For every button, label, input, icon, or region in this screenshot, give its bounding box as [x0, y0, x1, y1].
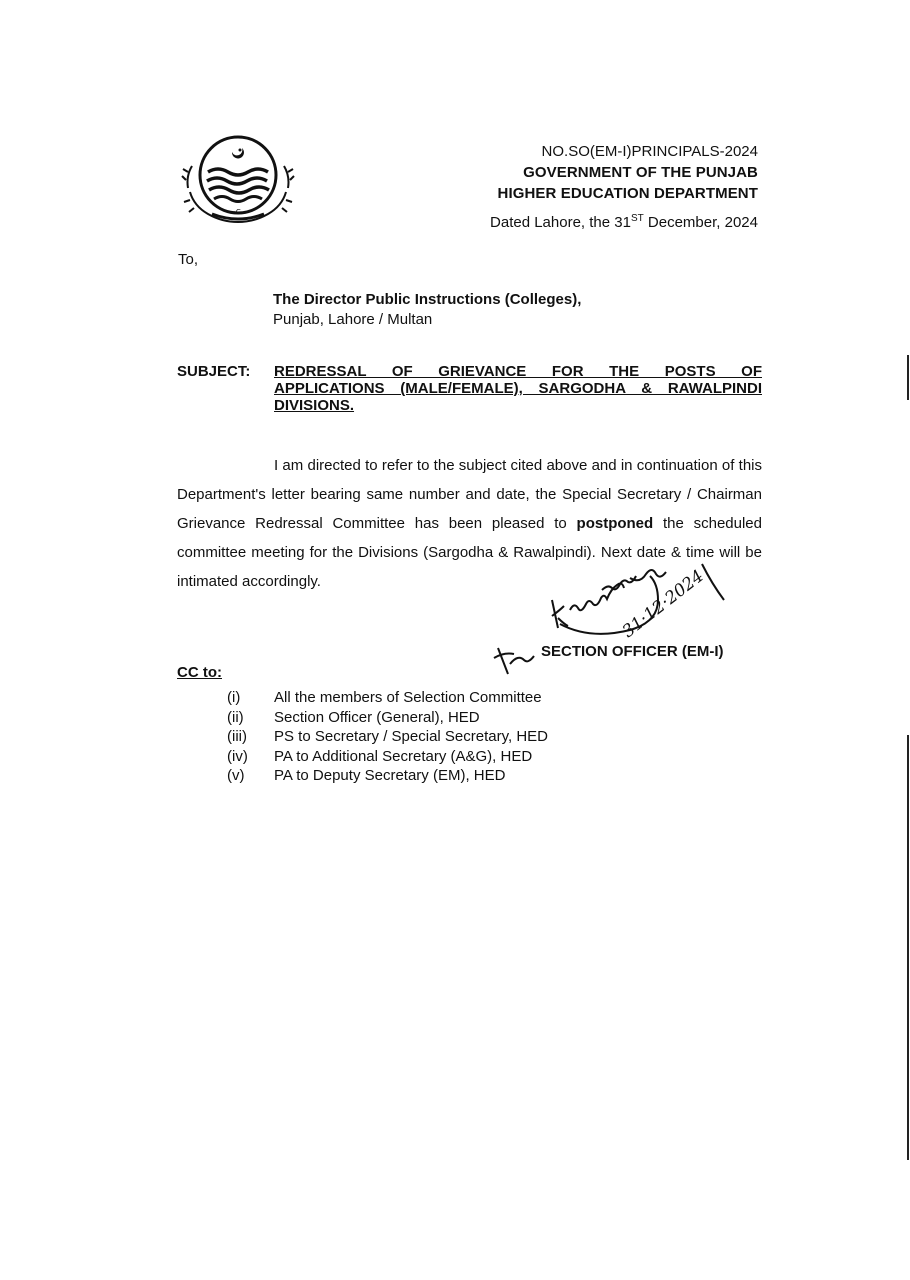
- handwritten-signature: [540, 560, 730, 645]
- svg-text:~C-~: ~C-~: [230, 208, 250, 216]
- cc-item-text: Section Officer (General), HED: [274, 708, 480, 726]
- cc-item-number: (iv): [227, 747, 248, 765]
- cc-item: [227, 708, 548, 728]
- addressee-title: The Director Public Instructions (Colleges),: [273, 291, 582, 308]
- government-name: GOVERNMENT OF THE PUNJAB: [523, 164, 758, 181]
- cc-label: CC to:: [177, 664, 222, 681]
- handwritten-initial: [490, 640, 540, 680]
- body-paragraph: I am directed to refer to the subject cited above and in continuation of this Department's letter bearing same number and date, the Special Secretary / Chairman Grievance Redressal Committee has been pleased to postponed the scheduled committee meeting for the Divisions (Sargodha & Rawalpindi). Next date & time will be intimated accordingly.: [177, 457, 762, 590]
- addressee-block: [273, 290, 581, 330]
- scan-edge-mark: [907, 735, 909, 1160]
- to-label: To,: [178, 251, 199, 268]
- emphasis-word: postponed: [576, 515, 654, 532]
- addressee-location: Punjab, Lahore / Multan: [273, 311, 433, 328]
- cc-list: [227, 688, 548, 786]
- date-line: Dated Lahore, the 31ST December, 2024: [490, 213, 758, 231]
- cc-item-text: PA to Deputy Secretary (EM), HED: [274, 767, 506, 784]
- cc-item-number: (iii): [227, 728, 247, 745]
- cc-item: [227, 747, 548, 767]
- punjab-emblem-icon: [180, 130, 300, 230]
- cc-item-text: PA to Additional Secretary (A&G), HED: [274, 747, 533, 765]
- scan-edge-mark: [907, 355, 909, 400]
- reference-number: NO.SO(EM-I)PRINCIPALS-2024: [541, 143, 758, 160]
- subject-text: REDRESSAL OF GRIEVANCE FOR THE POSTS OF APPLICATIONS (MALE/FEMALE), SARGODHA & RAWALPINDI DIVISIONS.: [274, 363, 762, 414]
- cc-item-number: (i): [227, 689, 241, 706]
- cc-item-text: PS to Secretary / Special Secretary, HED: [274, 728, 548, 745]
- cc-item: [227, 727, 548, 747]
- cc-item-number: (ii): [227, 708, 244, 726]
- svg-text:31·12·2024: 31·12·2024: [618, 566, 708, 642]
- department-name: HIGHER EDUCATION DEPARTMENT: [497, 185, 758, 202]
- cc-item-text: All the members of Selection Committee: [274, 689, 542, 706]
- cc-item: [227, 688, 548, 708]
- cc-item-number: (v): [227, 767, 245, 784]
- letter-header: [498, 141, 758, 204]
- cc-item: [227, 766, 548, 786]
- signatory-designation: SECTION OFFICER (EM-I): [541, 643, 724, 660]
- subject-label: SUBJECT:: [177, 363, 251, 380]
